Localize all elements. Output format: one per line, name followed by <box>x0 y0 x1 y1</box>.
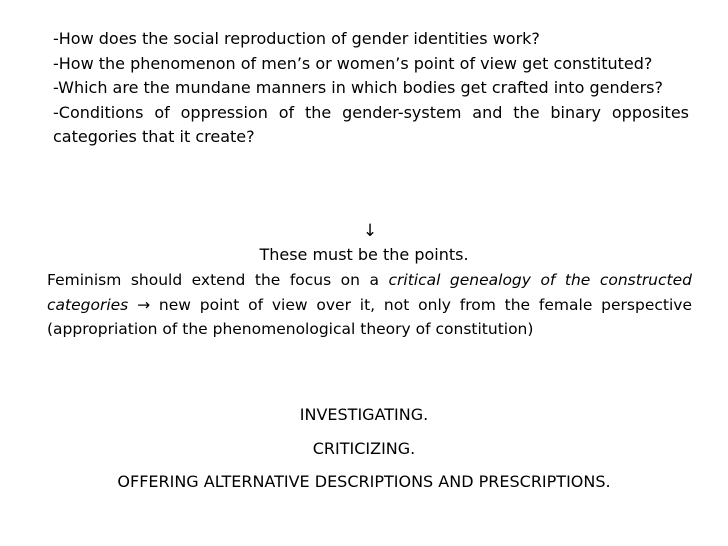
points-statement: These must be the points. <box>259 245 469 264</box>
question-item: -Which are the mundane manners in which bodies get crafted into genders? <box>53 78 663 98</box>
action-offering: OFFERING ALTERNATIVE DESCRIPTIONS AND PRESCRIPTIONS. <box>117 472 611 491</box>
feminism-tail: → new point of view over it, not only from the female perspective (appropriation of the phenomenological theory of constitution) <box>47 295 692 339</box>
action-criticizing: CRITICIZING. <box>312 439 416 458</box>
down-arrow-icon: ↓ <box>362 221 378 241</box>
question-list <box>53 27 689 150</box>
feminism-paragraph <box>47 268 692 342</box>
question-item: -How the phenomenon of men’s or women’s point of view get constituted? <box>53 53 653 73</box>
question-item: -How does the social reproduction of gender identities work? <box>53 29 540 48</box>
question-item: -Conditions of oppression of the gender-system and the binary opposites categories that it create? <box>53 102 689 147</box>
feminism-emphasis: critical genealogy of the constructed categories <box>47 271 692 314</box>
action-investigating: INVESTIGATING. <box>299 405 429 424</box>
feminism-lead: Feminism should extend the focus on a <box>47 271 389 289</box>
